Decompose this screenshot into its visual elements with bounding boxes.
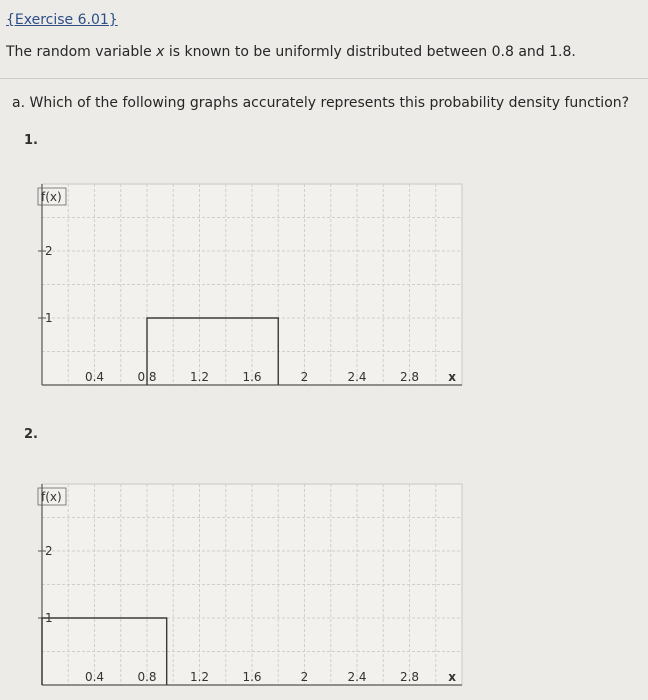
- x-tick-label: 1.2: [189, 670, 210, 684]
- x-tick-label: 2: [300, 370, 309, 384]
- y-tick-label: 1: [45, 611, 53, 625]
- problem-statement: [6, 44, 642, 60]
- x-tick-label: 2: [300, 670, 309, 684]
- y-axis-label: f(x): [41, 490, 62, 504]
- x-axis-label: x: [448, 670, 456, 684]
- option-1-label[interactable]: 1.: [24, 133, 38, 148]
- y-tick-label: 2: [45, 244, 53, 258]
- y-axis-label: f(x): [41, 190, 62, 204]
- exercise-link[interactable]: {Exercise 6.01}: [6, 12, 118, 28]
- x-tick-label: 2.4: [347, 670, 367, 684]
- x-tick-label: 1.2: [189, 370, 210, 384]
- chart-svg: [30, 178, 470, 393]
- x-tick-label: 1.6: [242, 670, 262, 684]
- question-text: a. Which of the following graphs accurately represents this probability density function?: [12, 95, 630, 111]
- option-1-graph[interactable]: [30, 178, 470, 393]
- x-tick-label: 0.8: [137, 670, 157, 684]
- statement-before: The random variable: [6, 44, 157, 60]
- statement-variable: x: [156, 44, 165, 60]
- x-tick-label: 1.6: [242, 370, 262, 384]
- y-tick-label: 1: [45, 311, 53, 325]
- option-2-graph[interactable]: [30, 478, 470, 693]
- statement-after: is known to be uniformly distributed between 0.8 and 1.8.: [164, 44, 576, 60]
- x-tick-label: 2.8: [399, 370, 420, 384]
- x-tick-label: 2.8: [399, 670, 420, 684]
- y-tick-label: 2: [45, 544, 53, 558]
- divider: [0, 78, 648, 79]
- chart-svg: [30, 478, 470, 693]
- x-tick-label: 0.8: [137, 370, 157, 384]
- x-tick-label: 0.4: [84, 670, 105, 684]
- x-axis-label: x: [448, 370, 456, 384]
- option-2-label[interactable]: 2.: [24, 427, 38, 442]
- x-tick-label: 0.4: [84, 370, 105, 384]
- x-tick-label: 2.4: [347, 370, 367, 384]
